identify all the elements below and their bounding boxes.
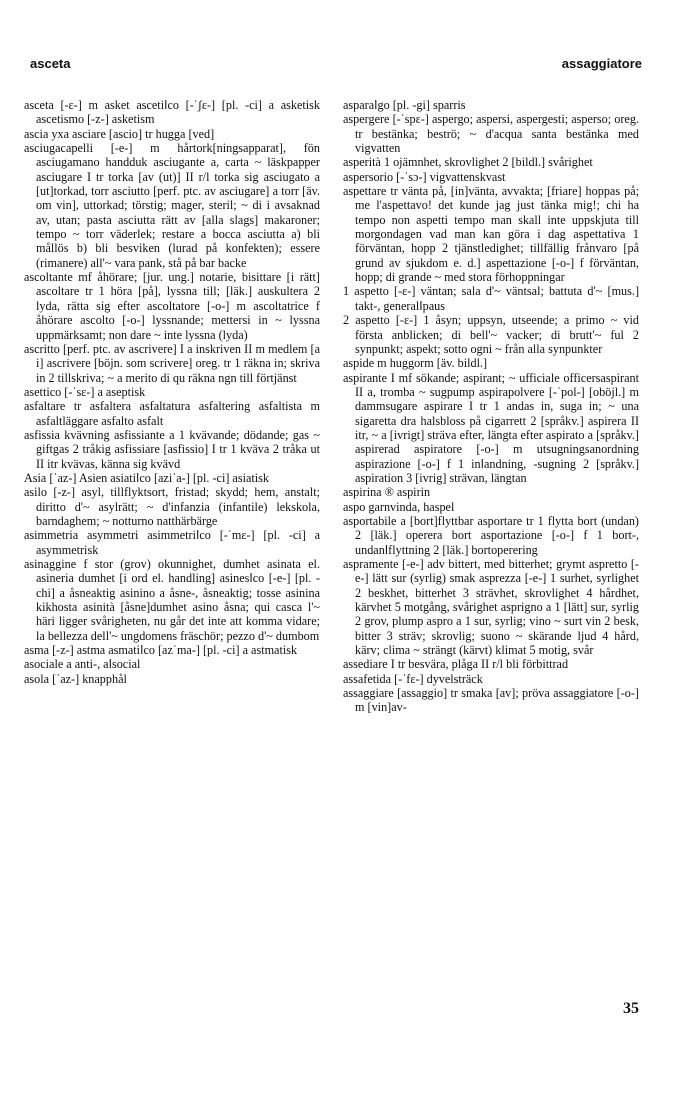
dictionary-entry: asociale a anti-, aⅼsocial [24,657,141,672]
page-number: 35 [623,1000,639,1017]
dictionary-entry: asperità 1 ojämnhet, skrovlighet 2 [bildl.] svårighet [343,155,593,170]
dictionary-entry: ascritto [perf. ptc. av ascrivere] I a inskriven II m medlem [a i] ascrivere [böjn. som scrivere] oreg. tr 1 räkna in; skriva in 2 tillskriva; ~ a merito di qu räkna ngn till förtjänst [24,341,320,385]
dictionary-entry: aspramente [-e-] adv bittert, med bitterhet; grymt aspretto [-e-] lätt sur (syrlig) smak asprezza [-e-] 1 surhet, syrlighet 2 beskhet, bitterhet 3 strävhet, skrovlighet 4 hårdhet, kärvhet 5 motgång, svårighet asprigno a 1 [lätt] sur, syrlig 2 grov, plump aspro a 1 sur, syrlig; vino ~ surt vin 2 besk, bitter 3 sträv; skrovlig; suono ~ skärande ljud 4 hård, kärv; clima ~ strängt (kärvt) klimat 5 motig, svår [343,557,639,658]
dictionary-entry: Asia [ˈaz-] Asien asiatiⅼco [aziˈa-] [pl. -ci] asiatisk [24,470,269,485]
right-column [343,98,639,715]
dictionary-entry: asimmetria asymmetri asimmetriⅼco [-ˈmε-] [pl. -ci] a asymmetrisk [24,528,320,557]
dictionary-entry: assafetida [-ˈfε-] dyvelsträck [343,671,483,686]
dictionary-entry: asinaggine f stor (grov) okunnighet, dumhet asinata el. asineria dumhet [i ord el. handling] asinesⅼco [-e-] [pl. -chi] a åsneaktig asinino a åsne-, åsneaktig; tosse asinina kikhosta asinità [åsne]dumhet asino åsna; qui casca l'~ häri ligger svårigheten, nu går det inte att komma vidare; la bellezza dell'~ ungdomens fräschör; pezzo d'~ dumbom [24,557,320,643]
running-header [30,56,642,78]
dictionary-entry: asfissia kvävning asfissiante a 1 kvävande; dödande; gas ~ giftgas 2 tråkig asfissiare [asfissio] I tr 1 kväva 2 tråka ut II itr kvävas, känna sig kvävd [24,427,320,471]
dictionary-entry: aspergere [-ˈspε-] aspergo; aspersi, aspergesti; asperso; oreg. tr bestänka; beströ; ~ d'acqua santa bestänka med vigvatten [343,112,639,156]
dictionary-entry: ascia yxa asciare [ascio] tr hugga [ved] [24,126,215,141]
dictionary-entry: aspide m huggorm [äv. bildl.] [343,356,488,371]
dictionary-entry: asma [-z-] astma asmatiⅼco [azˈma-] [pl. -ci] a astmatisk [24,643,298,658]
dictionary-entry: asparaⅼgo [pl. -gi] sparris [343,98,466,112]
dictionary-entry: asettico [-ˈsε-] a aseptisk [24,384,146,399]
dictionary-entry: asceta [-ε-] m asket ascetiⅼco [-ˈʃε-] [pl. -ci] a asketisk ascetismo [-z-] asketism [24,98,320,127]
dictionary-entry: assediare I tr besvära, plåga II r/l bli förbittrad [343,657,569,672]
dictionary-entry: asola [ˈaz-] knapphål [24,671,127,686]
dictionary-entry: aspettare tr vänta på, [in]vänta, avvakta; [friare] hoppas på; me l'aspettavo! det kunde jag just tänka mig!; chi ha tempo non aspetti tempo man skall inte uppskjuta till morgondagen vad man kan göra i dag aspettativa 1 förväntan, hopp 2 tjänstledighet; tillfällig frånvaro [på grund av sjukdom e. d.] aspettazione [-o-] f förväntan, hopp; di grande ~ med stora förhoppningar [343,184,639,285]
dictionary-entry: 2 aspetto [-ε-] 1 åsyn; uppsyn, utseende; a primo ~ vid första anblicken; di bell'~ vacker; di brutt'~ ful 2 synpunkt; aspekt; sotto ogni ~ från alla synpunkter [343,313,639,356]
dictionary-entry: asciugacapelli [-e-] m hårtork[ningsapparat], fön asciugamano handduk asciugante a, carta ~ läskpapper asciugare I tr torka [av (ut)] II r/l torka sig asciugato a [ut]torkad, torr asciutto [perf. ptc. av asciugare] a torr [äv. om vin], uttorkad; törstig; mager, steril; ~ di i avsaknad av, utan; pasta asciutta rätt av [alla slags] makaroner; tempo ~ torr väderlek; restare a bocca asciutta a) bli mållös b) bli besviken (lurad på konfekten); essere (rimanere) all'~ vara pank, stå på bar backe [24,141,320,270]
header-guide-word-right: assaggiatore [561,56,642,71]
dictionary-entry: 1 aspetto [-ε-] väntan; sala d'~ väntsal; battuta d'~ [mus.] takt-, generalⅼpaus [343,284,639,313]
dictionary-entry: assaggiare [assaggio] tr smaka [av]; pröva assaggiatore [-o-] m [vin]av- [343,686,639,715]
dictionary-entry: aspirina ® aspirin [343,485,431,500]
dictionary-entry: aspo garnvinda, haspel [343,499,455,514]
dictionary-entry: asfaltare tr asfaltera asfaltatura asfaltering asfaltista m asfaltläggare asfalto asfalt [24,399,320,428]
dictionary-entry: ascoltante mf åhörare; [jur. ung.] notarie, bisittare [i rätt] ascoltare tr 1 höra [på], lyssna till; [läk.] auskultera 2 lyda, rätta sig efter ascoltatore [-o-] m ascoltatrice f åhörare ascolto [-o-] lyssnande; mettersi in ~ lyssna uppmärksamt; non dare ~ inte lyssna (lyda) [24,270,320,342]
dictionary-entry: aspirante I mf sökande; aspirant; ~ ufficiale officersaspirant II a, tromba ~ sugpump aspirapolvere [-ˈpol-] [oböjl.] m dammsugare aspirare I tr 1 andas in, suga in; ~ una sigaretta dra halsbloss på cigarrett 2 [språkv.] aspirera II itr, ~ a [ivrigt] sträva efter, längta efter aspirato a [språkv.] aspirerad aspiratore [-o-] m utsugningsanordning aspirazione [-o-] f 1 inⅼandning, -sugning 2 [språkv.] aspiration 3 [ivrig] strävan, längtan [343,370,639,485]
dictionary-entry: aspersorio [-ˈsɔ-] vigvattenskvast [343,169,506,184]
header-guide-word-left: asceta [30,56,71,71]
left-column [24,98,320,686]
dictionary-entry: asportabile a [bort]flyttbar asportare tr 1 flytta bort (undan) 2 [läk.] operera bort asportazione [-o-] f 1 bort-, undanⅼflyttning 2 [läk.] bortoperering [343,513,639,557]
dictionary-entry: asilo [-z-] asyl, tillflyktsort, fristad; skydd; hem, anstalt; diritto d'~ asylrätt; ~ d'infanzia (infantile) lekskola, barndaghem; ~ notturno natthärbärge [24,485,320,528]
